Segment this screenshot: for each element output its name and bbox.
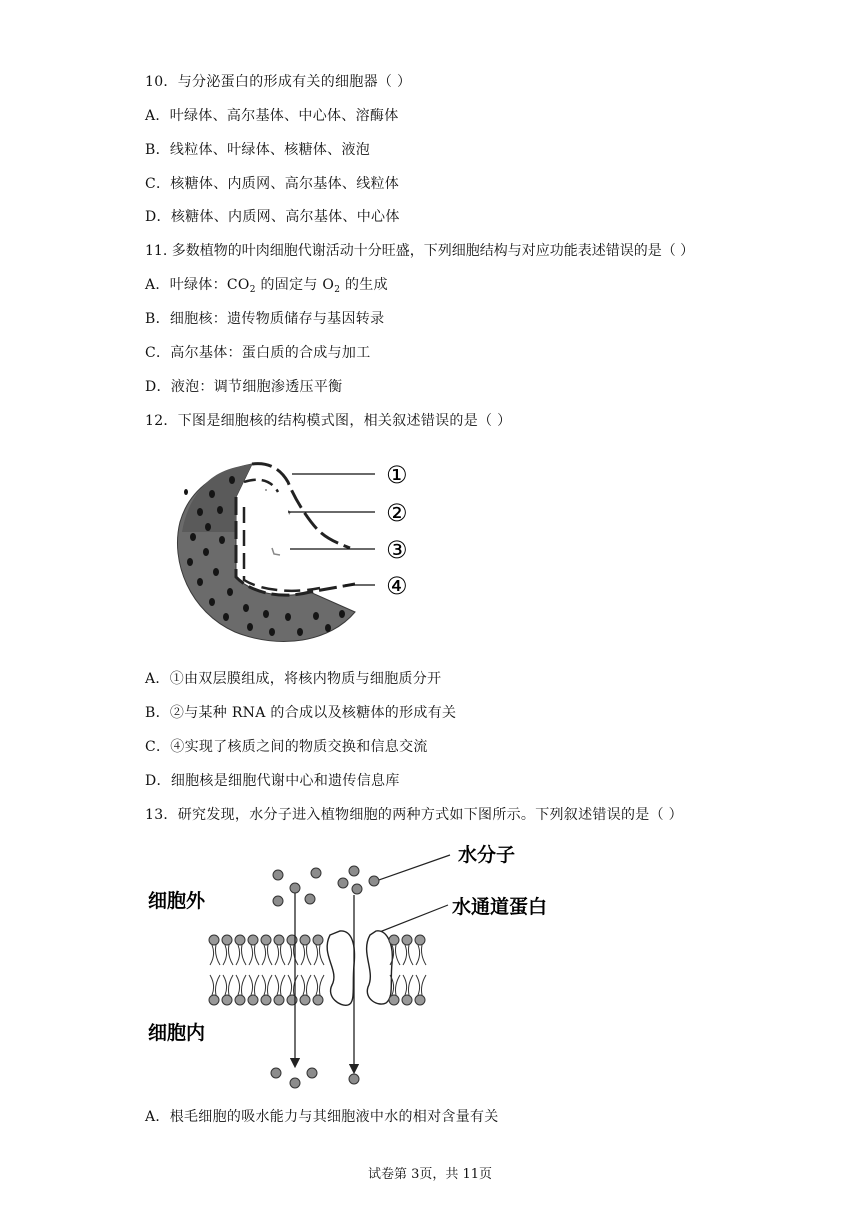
q11-stem: 11. 多数植物的叶肉细胞代谢活动十分旺盛，下列细胞结构与对应功能表述错误的是（ ） (145, 243, 695, 259)
q10-option-d: D．核糖体、内质网、高尔基体、中心体 (145, 209, 400, 225)
q13-option-a: A．根毛细胞的吸水能力与其细胞液中水的相对含量有关 (145, 1109, 499, 1125)
q11-option-c: C．高尔基体：蛋白质的合成与加工 (145, 345, 371, 361)
label-4: ④ (386, 572, 408, 600)
q12-option-b: B．②与某种 RNA 的合成以及核糖体的形成有关 (145, 705, 457, 721)
label-2: ② (386, 499, 408, 527)
q11-option-a: A．叶绿体：$CO_2$ 的固定与 $O_2$ 的生成 (145, 277, 388, 295)
q12-option-a: A．①由双层膜组成，将核内物质与细胞质分开 (145, 671, 442, 687)
q13-stem: 13．研究发现，水分子进入植物细胞的两种方式如下图所示。下列叙述错误的是（ ） (145, 807, 683, 823)
q12-stem: 12．下图是细胞核的结构模式图，相关叙述错误的是（ ） (145, 413, 512, 429)
label-inside: 细胞内 (148, 1022, 206, 1044)
label-3: ③ (386, 536, 408, 564)
q10-option-a: A．叶绿体、高尔基体、中心体、溶酶体 (145, 108, 399, 124)
water-transport-figure (140, 835, 580, 1095)
label-outside: 细胞外 (148, 890, 206, 912)
label-aquaporin: 水通道蛋白 (452, 896, 548, 918)
label-water-molecule: 水分子 (458, 844, 516, 866)
nucleus-figure (160, 452, 430, 652)
q12-option-d: D．细胞核是细胞代谢中心和遗传信息库 (145, 773, 400, 789)
q11-option-d: D．液泡：调节细胞渗透压平衡 (145, 379, 343, 395)
q10-option-c: C．核糖体、内质网、高尔基体、线粒体 (145, 176, 400, 192)
q12-option-c: C．④实现了核质之间的物质交换和信息交流 (145, 739, 428, 755)
q11-option-b: B．细胞核：遗传物质储存与基因转录 (145, 311, 385, 327)
q10-stem: 10．与分泌蛋白的形成有关的细胞器（ ） (145, 74, 412, 90)
q10-option-b: B．线粒体、叶绿体、核糖体、液泡 (145, 142, 371, 158)
label-1: ① (386, 461, 408, 489)
page-footer: 试卷第 3页，共 11页 (367, 1167, 493, 1182)
